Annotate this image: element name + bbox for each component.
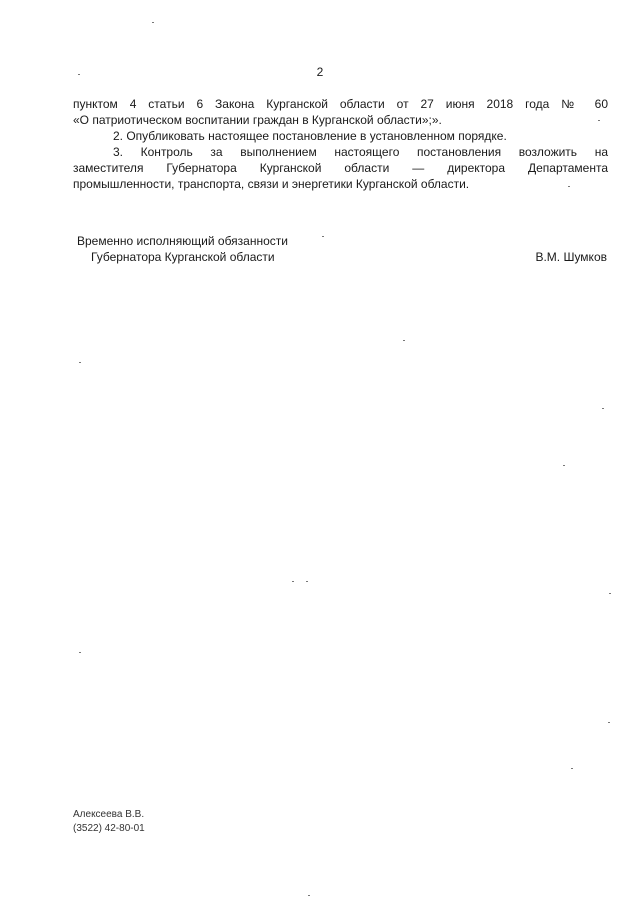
executor-block [73,808,145,836]
scan-speck [571,768,573,769]
paragraph-control: 3. Контроль за выполнением настоящего постановления возложить на [113,145,608,159]
signatory-name: В.М. Шумков [535,250,607,264]
signatory-title-line1: Временно исполняющий обязанности [77,234,288,248]
body-line: заместителя Губернатора Курганской области — директора Департамента [73,161,608,175]
scan-speck [598,120,600,121]
scan-speck [602,408,604,409]
scan-speck [563,465,565,466]
paragraph-publish: 2. Опубликовать настоящее постановление в установленном порядке. [113,129,507,143]
scan-speck [609,593,611,594]
scan-speck [568,186,570,187]
scan-speck [152,22,154,23]
scan-speck [322,236,324,237]
scan-speck [306,581,308,582]
scan-speck [308,895,310,896]
scan-speck [79,362,81,363]
signatory-title [77,233,288,265]
body-line: «О патриотическом воспитании граждан в Курганской области»;». [73,113,442,127]
body-line: промышленности, транспорта, связи и энергетики Курганской области. [73,177,470,191]
executor-name: Алексеева В.В. [73,809,145,820]
scan-speck [608,722,610,723]
scan-speck [79,652,81,653]
executor-phone: (3522) 42-80-01 [73,823,145,834]
scan-speck [292,581,294,582]
page-number: 2 [316,65,324,79]
scan-speck [78,74,80,75]
scan-speck [403,340,405,341]
signatory-title-line2: Губернатора Курганской области [91,250,275,264]
body-line: пунктом 4 статьи 6 Закона Курганской области от 27 июня 2018 года № 60 [73,97,608,111]
document-body [73,96,608,192]
